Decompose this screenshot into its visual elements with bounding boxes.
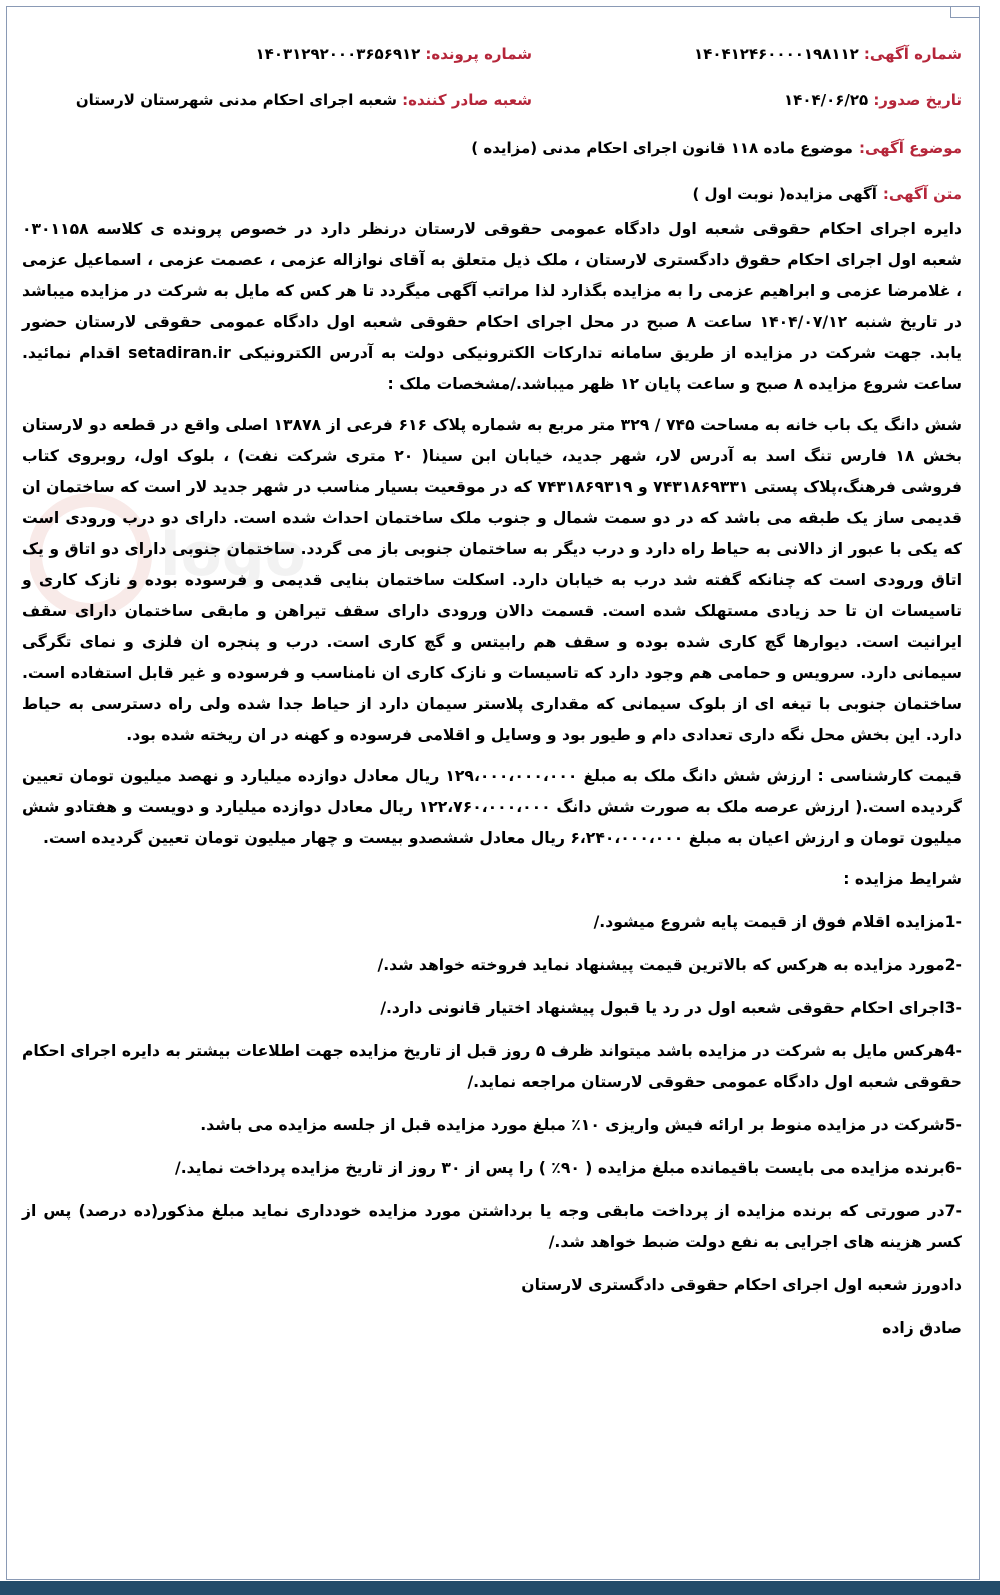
condition-item: -4هرکس مایل به شرکت در مزایده باشد میتواند ظرف ۵ روز قبل از تاریخ مزایده جهت اطلاعات بیشتر به دایره اجرای احکام حقوقی شعبه اول دادگاه عمومی حقوقی لارستان مراجعه نماید./ — [22, 1042, 962, 1091]
subject-label: موضوع آگهی: — [858, 139, 962, 157]
case-number-label: شماره پرونده: — [425, 44, 532, 63]
valuation-paragraph: قیمت کارشناسی : ارزش شش دانگ ملک به مبلغ ۱۲۹،۰۰۰،۰۰۰،۰۰۰ ریال معادل دوازده میلیارد و نهصد میلیون تومان تعیین گردیده است.( ارزش عرصه ملک به صورت شش دانگ ۱۲۲،۷۶۰،۰۰۰،۰۰۰ ریال معادل دوازده میلیارد و دویست و هفتادو شش میلیون تومان و ارزش اعیان به مبلغ ۶،۲۴۰،۰۰۰،۰۰۰ ریال معادل ششصدو بیست و چهار میلیون تومان تعیین گردیده است. — [22, 767, 962, 847]
issue-date-label: تاریخ صدور: — [873, 90, 962, 109]
branch-block — [62, 90, 532, 109]
meta-row-2 — [22, 76, 962, 122]
text-label: متن آگهی: — [882, 185, 962, 203]
condition-item: -3اجرای احکام حقوقی شعبه اول در رد یا قبول پیشنهاد اختیار قانونی دارد./ — [380, 999, 962, 1017]
condition-item: -7در صورتی که برنده مزایده از پرداخت مابقی وجه یا برداشتن مورد مزایده خودداری نماید مبلغ مذکور(ده درصد) پس از کسر هزینه های اجرایی به نفع دولت ضبط خواهد شد./ — [22, 1202, 962, 1251]
case-number: ۱۴۰۳۱۲۹۲۰۰۰۳۶۵۶۹۱۲ — [255, 44, 421, 63]
notice-content — [22, 30, 962, 1356]
signature-title: دادورز شعبه اول اجرای احکام حقوقی دادگستری لارستان — [521, 1276, 962, 1294]
condition-item: -6برنده مزایده می بایست باقیمانده مبلغ مزایده ( ۹۰٪ ) را پس از ۳۰ روز از تاریخ مزایده پرداخت نماید./ — [175, 1159, 962, 1177]
condition-item: -1مزایده اقلام فوق از قیمت پایه شروع میشود./ — [593, 913, 962, 931]
subject-text: موضوع ماده ۱۱۸ قانون اجرای احکام مدنی (مزایده ) — [471, 139, 853, 157]
condition-item: -2مورد مزایده به هرکس که بالاترین قیمت پیشنهاد نماید فروخته خواهد شد./ — [377, 956, 962, 974]
condition-item: -5شرکت در مزایده منوط بر ارائه فیش واریزی ۱۰٪ مبلغ مورد مزایده قبل از جلسه مزایده می باشد. — [200, 1116, 962, 1134]
bottom-bar — [0, 1581, 1000, 1595]
notice-number-label: شماره آگهی: — [863, 44, 962, 63]
text-title-row — [22, 174, 962, 214]
branch-label: شعبه صادر کننده: — [402, 90, 532, 109]
signature-name: صادق زاده — [882, 1319, 962, 1337]
branch-name: شعبه اجرای احکام مدنی شهرستان لارستان — [75, 90, 398, 109]
notice-number-block — [532, 44, 962, 63]
text-title: آگهی مزایده( نوبت اول ) — [692, 185, 877, 203]
corner-box — [950, 7, 979, 18]
meta-row-1 — [22, 30, 962, 76]
issue-date-block — [532, 90, 962, 109]
conditions-title: شرایط مزایده : — [843, 870, 962, 888]
notice-number: ۱۴۰۴۱۲۴۶۰۰۰۰۱۹۸۱۱۲ — [694, 44, 859, 63]
intro-paragraph: دایره اجرای احکام حقوقی شعبه اول دادگاه عمومی حقوقی لارستان درنظر دارد در خصوص پرونده ی کلاسه ۰۳۰۱۱۵۸ شعبه اول اجرای احکام حقوق دادگستری لارستان ، ملک ذیل متعلق به آقای نوازاله عزمی ، عصمت عزمی ، اسماعیل عزمی ، غلامرضا عزمی و ابراهیم عزمی را به مزایده بگذارد لذا مراتب آگهی میگردد تا هر کس که مایل به شرکت در مزایده میباشد در تاریخ شنبه ۱۴۰۴/۰۷/۱۲ ساعت ۸ صبح در محل اجرای احکام حقوقی شعبه اول دادگاه عمومی حقوقی لارستان حضور یابد. جهت شرکت در مزایده از طریق سامانه تدارکات الکترونیکی دولت به آدرس الکترونیکی setadiran.ir اقدام نمائید. ساعت شروع مزایده ۸ صبح و ساعت پایان ۱۲ ظهر میباشد./مشخصات ملک : — [22, 220, 962, 393]
case-number-block — [62, 44, 532, 63]
issue-date: ۱۴۰۴/۰۶/۲۵ — [784, 90, 869, 109]
property-paragraph: شش دانگ یک باب خانه به مساحت ۷۴۵ / ۳۲۹ متر مربع به شماره پلاک ۶۱۶ فرعی از ۱۳۸۷۸ اصلی واقع در قطعه دو لارستان بخش ۱۸ فارس تنگ اسد به آدرس لار، شهر جدید، خیابان ابن سینا( ۲۰ متری شرکت نفت) ، بلوک اول، روبروی کتاب فروشی فرهنگ،پلاک پستی ۷۴۳۱۸۶۹۳۳۱ و ۷۴۳۱۸۶۹۳۱۹ که در موقعیت بسیار مناسب در شهر جدید لار است که ساختمان ان قدیمی ساز یک طبقه می باشد که در دو سمت شمال و جنوب ملک ساختمان احداث شده است. دارای دو درب ورودی است که یکی با عبور از دالانی به حیاط راه دارد و درب دیگر به ساختمان جنوبی باز می گردد. ساختمان جنوبی دارای دو اتاق و یک اتاق ورودی است که چنانکه گفته شد درب به خیابان دارد. اسکلت ساختمان بنایی قدیمی و فرسوده بوده و نازک کاری و تاسیسات ان تا حد زیادی مستهلک شده است. قسمت دالان ورودی دارای سقف تیراهن و مابقی ساختمان دارای سقف ایرانیت است. دیوارها گچ کاری شده بوده و سقف هم رابیتس و گچ کاری است. درب و پنجره ان فلزی و نمای تگرگی سیمانی دارد. سرویس و حمامی هم وجود دارد که تاسیسات و نازک کاری ان نامناسب و فرسوده و غیر قابل استفاده است. ساختمان جنوبی با تیغه ای از بلوک سیمانی که مقداری پلاستر سیمان دارد از حیاط جدا شده ولی راه دسترسی به حیاط دارد. این بخش محل نگه داری تعدادی دام و طیور بود و وسایل و اقلامی فرسوده و کهنه در ان ریخته شده بود. — [22, 416, 963, 744]
subject-row — [22, 122, 962, 174]
